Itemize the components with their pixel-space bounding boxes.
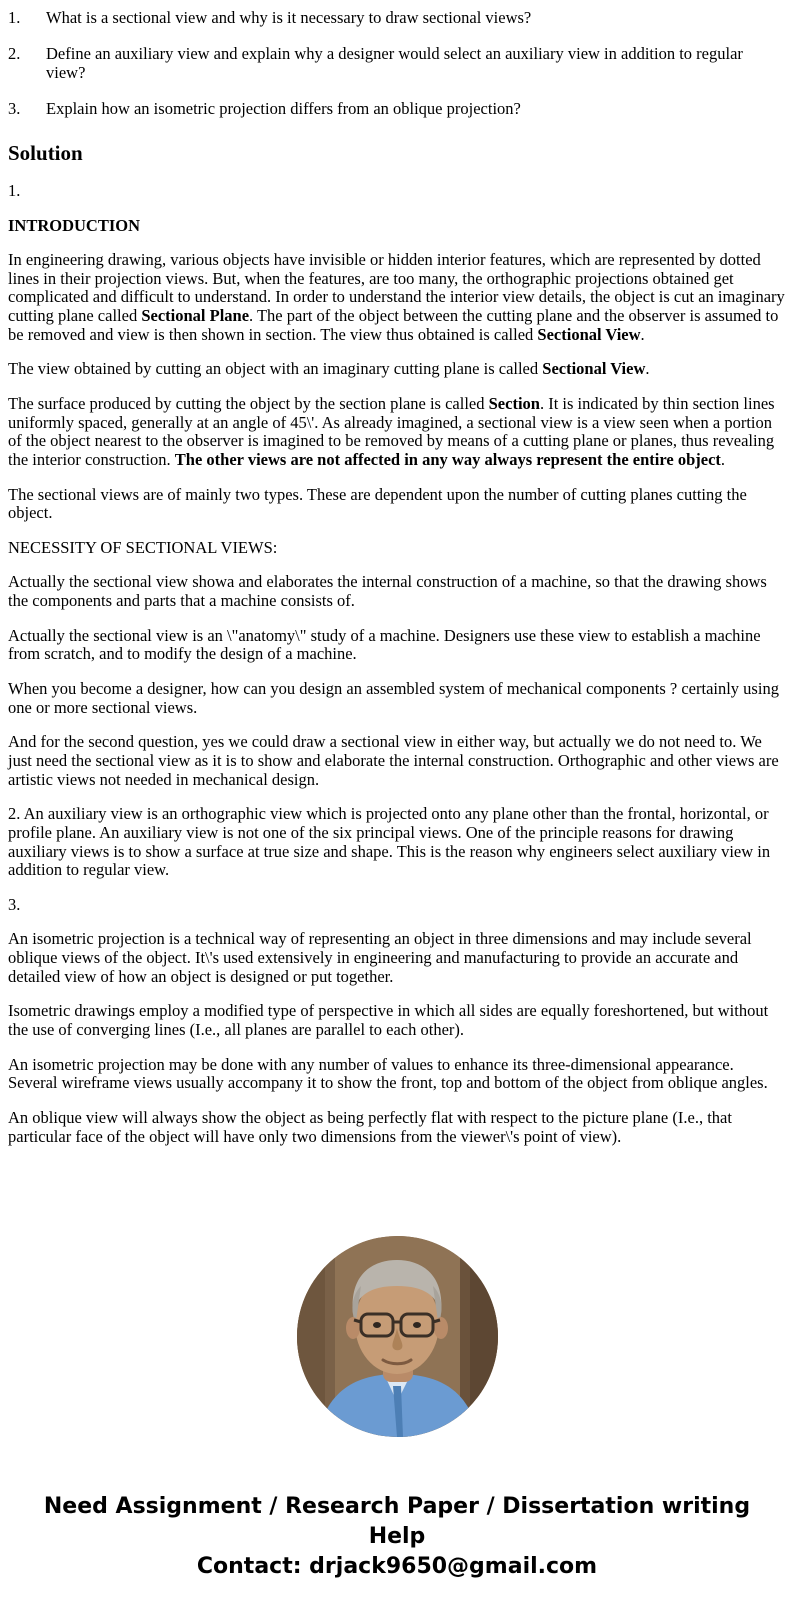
solution-paragraph bbox=[8, 1002, 786, 1039]
text-run: . It is indicated by thin section lines uniformly spaced, generally at an angle of 45\'. As already imagined, a sectional view is a view seen when a portion of the object nearest to the observer is imagined to be removed by means of a cutting plane or planes, thus revealing the interior construction. bbox=[8, 394, 775, 469]
solution-paragraph bbox=[8, 360, 786, 379]
solution-paragraph bbox=[8, 805, 786, 880]
solution-paragraph bbox=[8, 395, 786, 470]
text-run: . bbox=[640, 324, 645, 344]
solution-body bbox=[8, 182, 786, 1146]
text-run: An oblique view will always show the object as being perfectly flat with respect to the picture plane (I.e., that particular face of the object will have only two dimensions from the viewer\'s point of view). bbox=[8, 1107, 732, 1146]
solution-paragraph bbox=[8, 573, 786, 610]
solution-paragraph bbox=[8, 1056, 786, 1093]
tutor-portrait-photo bbox=[297, 1236, 498, 1437]
solution-paragraph bbox=[8, 251, 786, 344]
question-list bbox=[8, 0, 786, 119]
solution-paragraph bbox=[8, 680, 786, 717]
photo-container bbox=[8, 1236, 786, 1437]
question-text: What is a sectional view and why is it necessary to draw sectional views? bbox=[46, 8, 532, 27]
bold-text-run: Sectional Plane bbox=[141, 306, 250, 326]
text-run: In engineering drawing, various objects have invisible or hidden interior features, which are represented by dotted lines in their projection views. But, when the features, are too many, the orthographic projections obtained get complicated and difficult to understand. In order to understand the interior view details, the object is cut an imaginary cutting plane called bbox=[8, 250, 785, 326]
text-run: The surface produced by cutting the object by the section plane is called bbox=[8, 394, 489, 413]
footer-help-text: Need Assignment / Research Paper / Dissertation writing Help bbox=[43, 1494, 751, 1550]
question-item bbox=[8, 100, 786, 119]
text-run: An isometric projection may be done with any number of values to enhance its three-dimensional appearance. Several wireframe views usually accompany it to show the front, top and bottom of the object from oblique angles. bbox=[8, 1054, 768, 1093]
footer-banner bbox=[8, 1492, 786, 1610]
solution-paragraph bbox=[8, 217, 786, 236]
question-number: 3. bbox=[8, 98, 21, 118]
text-run: NECESSITY OF SECTIONAL VIEWS: bbox=[8, 537, 278, 557]
question-number: 1. bbox=[8, 8, 21, 27]
solution-paragraph bbox=[8, 627, 786, 664]
text-run: When you become a designer, how can you design an assembled system of mechanical components ? certainly using one or more sectional views. bbox=[8, 679, 779, 717]
text-run: The sectional views are of mainly two types. These are dependent upon the number of cutting planes cutting the object. bbox=[8, 484, 747, 523]
solution-paragraph bbox=[8, 1109, 786, 1146]
footer-contact-email: Contact: drjack9650@gmail.com bbox=[196, 1554, 598, 1580]
bold-text-run: The other views are not affected in any way always represent the entire object bbox=[174, 449, 721, 469]
text-run: Isometric drawings employ a modified type of perspective in which all sides are equally foreshortened, but without the use of converging lines (I.e., all planes are parallel to each other). bbox=[8, 1001, 769, 1040]
text-run: And for the second question, yes we could draw a sectional view in either way, but actually we do not need to. We just need the sectional view as it is to show and elaborate the internal construction. Orthographic and other views are artistic views not needed in mechanical design. bbox=[8, 732, 779, 789]
tutor-portrait-illustration bbox=[297, 1236, 498, 1437]
question-number: 2. bbox=[8, 43, 21, 63]
question-text: Define an auxiliary view and explain why a designer would select an auxiliary view in addition to regular view? bbox=[46, 43, 743, 82]
solution-heading: Solution bbox=[8, 140, 83, 165]
question-item bbox=[8, 9, 786, 28]
bold-text-run: INTRODUCTION bbox=[8, 215, 141, 235]
question-item bbox=[8, 45, 786, 83]
question-text: Explain how an isometric projection differs from an oblique projection? bbox=[46, 98, 521, 118]
solution-paragraph bbox=[8, 539, 786, 558]
text-run: . The part of the object between the cutting plane and the observer is assumed to be removed and view is then shown in section. The view thus obtained is called bbox=[8, 306, 779, 344]
text-run: 3. bbox=[8, 894, 21, 914]
text-run: . bbox=[720, 449, 726, 469]
bold-text-run: Section bbox=[488, 394, 540, 413]
text-run: Actually the sectional view is an \"anatomy\" study of a machine. Designers use these view to establish a machine from scratch, and to modify the design of a machine. bbox=[8, 625, 761, 664]
solution-paragraph bbox=[8, 930, 786, 986]
solution-paragraph bbox=[8, 733, 786, 789]
bold-text-run: Sectional View bbox=[537, 324, 641, 344]
text-run: Actually the sectional view showa and elaborates the internal construction of a machine, so that the drawing shows the components and parts that a machine consists of. bbox=[8, 572, 767, 611]
text-run: 1. bbox=[8, 180, 21, 200]
text-run: The view obtained by cutting an object with an imaginary cutting plane is called bbox=[8, 359, 543, 379]
bold-text-run: Sectional View bbox=[542, 359, 646, 379]
text-run: 2. An auxiliary view is an orthographic view which is projected onto any plane other than the frontal, horizontal, or profile plane. An auxiliary view is not one of the six principal views. One of the principle reasons for drawing auxiliary views is to show a surface at true size and shape. This is the reason why engineers select auxiliary view in addition to regular view. bbox=[8, 804, 771, 880]
solution-paragraph bbox=[8, 182, 786, 201]
solution-paragraph bbox=[8, 486, 786, 523]
text-run: An isometric projection is a technical way of representing an object in three dimensions and may include several oblique views of the object. It\'s used extensively in engineering and manufacturing to provide an accurate and detailed view of how an object is designed or put together. bbox=[8, 929, 752, 986]
solution-paragraph bbox=[8, 896, 786, 915]
text-run: . bbox=[645, 359, 650, 379]
